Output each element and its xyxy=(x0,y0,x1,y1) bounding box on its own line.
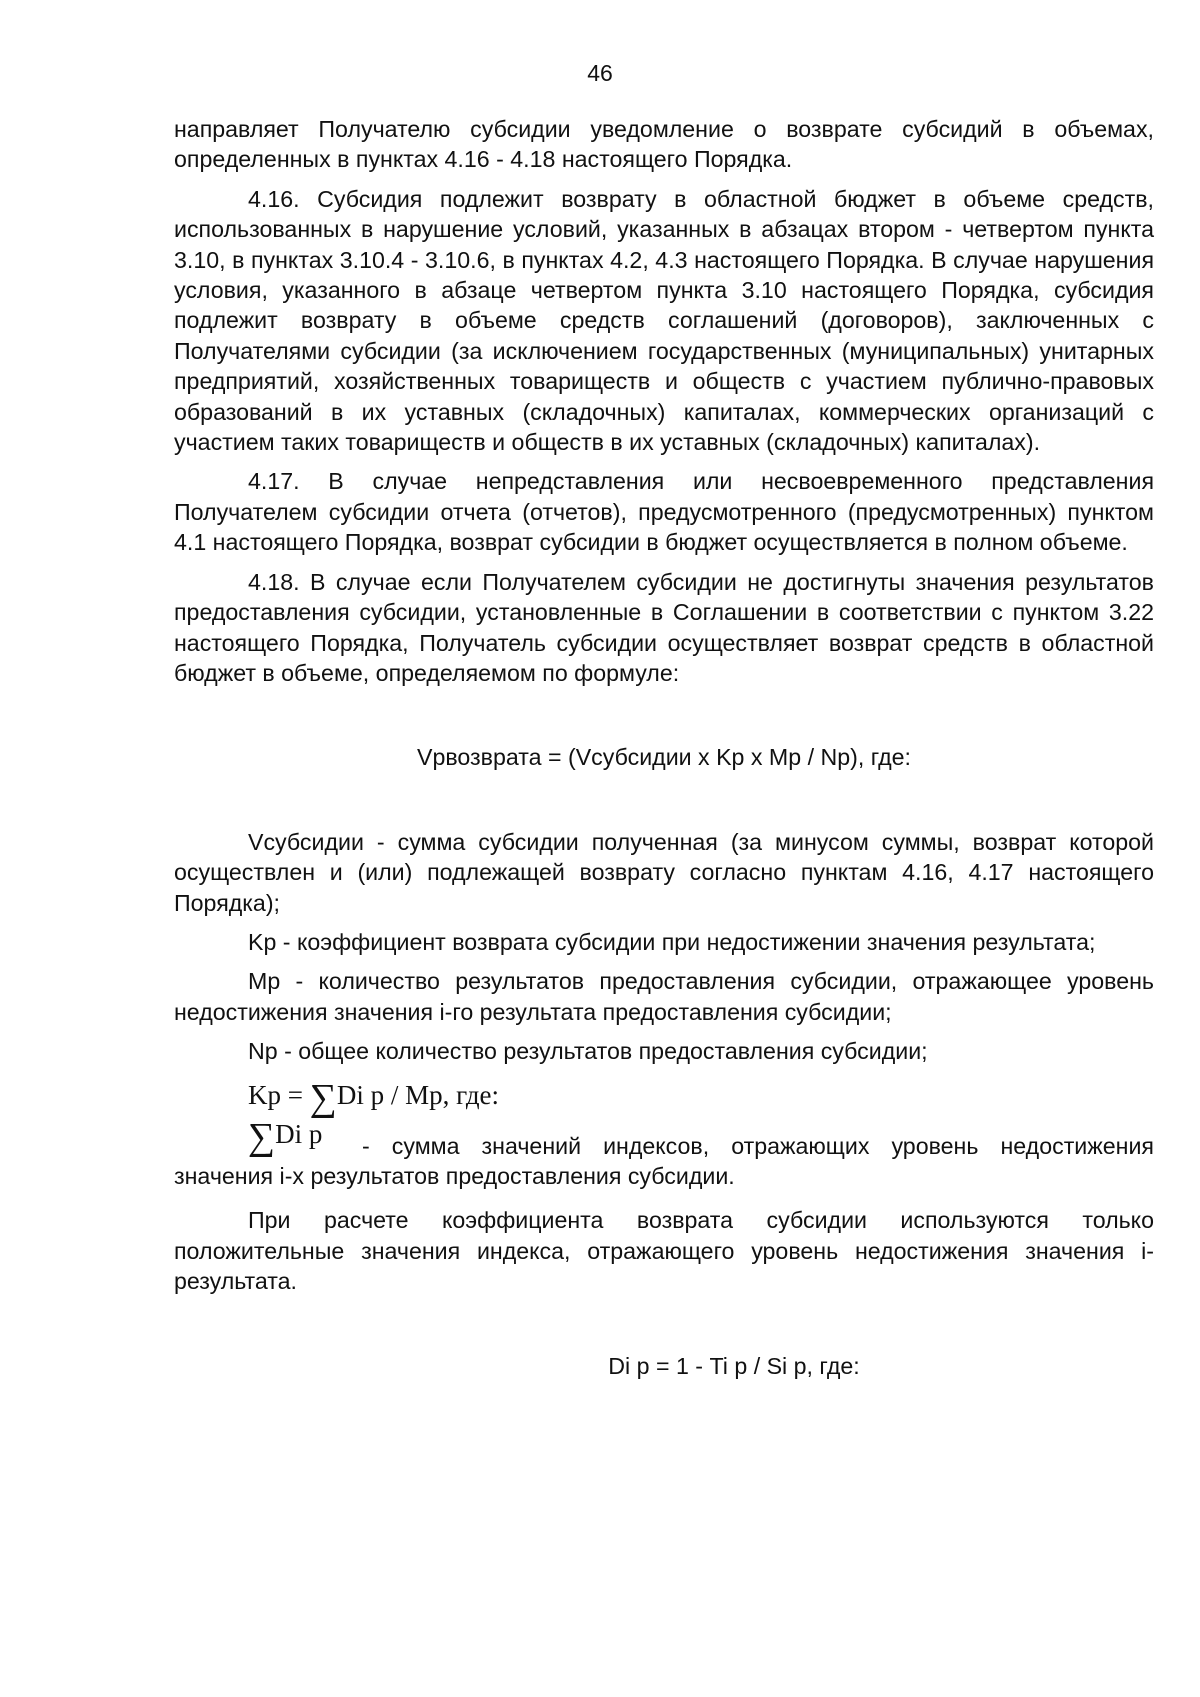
formula-vr-return: Vрвозврата = (Vсубсидии x Kр x Mр / Nр), где: xyxy=(417,744,911,771)
paragraph-mr: Mр - количество результатов предоставления субсидии, отражающее уровень недостижения значения i-го результата предоставления субсидии; xyxy=(174,968,1154,1025)
paragraph-sum-dip: - сумма значений индексов, отражающих уровень недостижения значения i-х результатов предоставления субсидии. xyxy=(174,1132,1154,1189)
formula-kr-right: Di р / Mр, где: xyxy=(336,1079,500,1110)
paragraph-intro: направляет Получателю субсидии уведомление о возврате субсидий в объемах, определенных в пунктах 4.16 - 4.18 настоящего Порядка. xyxy=(174,116,1154,173)
paragraph-4-18: 4.18. В случае если Получателем субсидии не достигнуты значения результатов предоставления субсидии, установленные в Соглашении в соответствии с пунктом 3.22 настоящего Порядка, Получатель субсидии осуществляет возврат средств в областной бюджет в объеме, определяемом по формуле: xyxy=(174,568,1154,686)
formula-kr xyxy=(174,1075,1154,1119)
formula-kr-left: Kр = xyxy=(248,1079,310,1110)
document-body xyxy=(174,114,1154,1381)
sigma-icon: ∑ xyxy=(309,1076,337,1119)
sigma-icon: ∑ xyxy=(248,1115,276,1158)
page-number: 46 xyxy=(587,60,613,86)
paragraph-4-17: 4.17. В случае непредставления или несвоевременного представления Получателем субсидии отчета (отчетов), предусмотренного (предусмотренных) пунктом 4.1 настоящего Порядка, возврат субсидии в бюджет осуществляется в полном объеме. xyxy=(174,468,1154,556)
paragraph-v-subsidy: Vсубсидии - сумма субсидии полученная (за минусом суммы, возврат которой осуществлен и (или) подлежащей возврату согласно пунктам 4.16, 4.17 настоящего Порядка); xyxy=(174,828,1154,916)
sum-symbol xyxy=(248,1115,323,1158)
paragraph-calculation-note: При расчете коэффициента возврата субсидии используются только положительные значения индекса, отражающего уровень недостижения значения i-результата. xyxy=(174,1207,1154,1295)
paragraph-kr: Kр - коэффициент возврата субсидии при недостижении значения результата; xyxy=(248,928,1096,955)
sum-definition xyxy=(174,1115,1154,1192)
formula-dip: Di р = 1 - Ti р / Si р, где: xyxy=(608,1352,860,1379)
paragraph-nr: Nр - общее количество результатов предоставления субсидии; xyxy=(248,1038,928,1065)
sum-label: Di р xyxy=(275,1118,323,1149)
paragraph-4-16: 4.16. Субсидия подлежит возврату в областной бюджет в объеме средств, использованных в нарушение условий, указанных в абзацах втором - четвертом пункта 3.10, в пунктах 3.10.4 - 3.10.6, в пунктах 4.2, 4.3 настоящего Порядка. В случае нарушения условия, указанного в абзаце четвертом пункта 3.10 настоящего Порядка, субсидия подлежит возврату в объеме средств соглашений (договоров), заключенных с Получателями субсидии (за исключением государственных (муниципальных) унитарных предприятий, хозяйственных товариществ и обществ с участием публично-правовых образований в их уставных (складочных) капиталах, коммерческих организаций с участием таких товариществ и обществ в их уставных (складочных) капиталах). xyxy=(174,185,1154,456)
